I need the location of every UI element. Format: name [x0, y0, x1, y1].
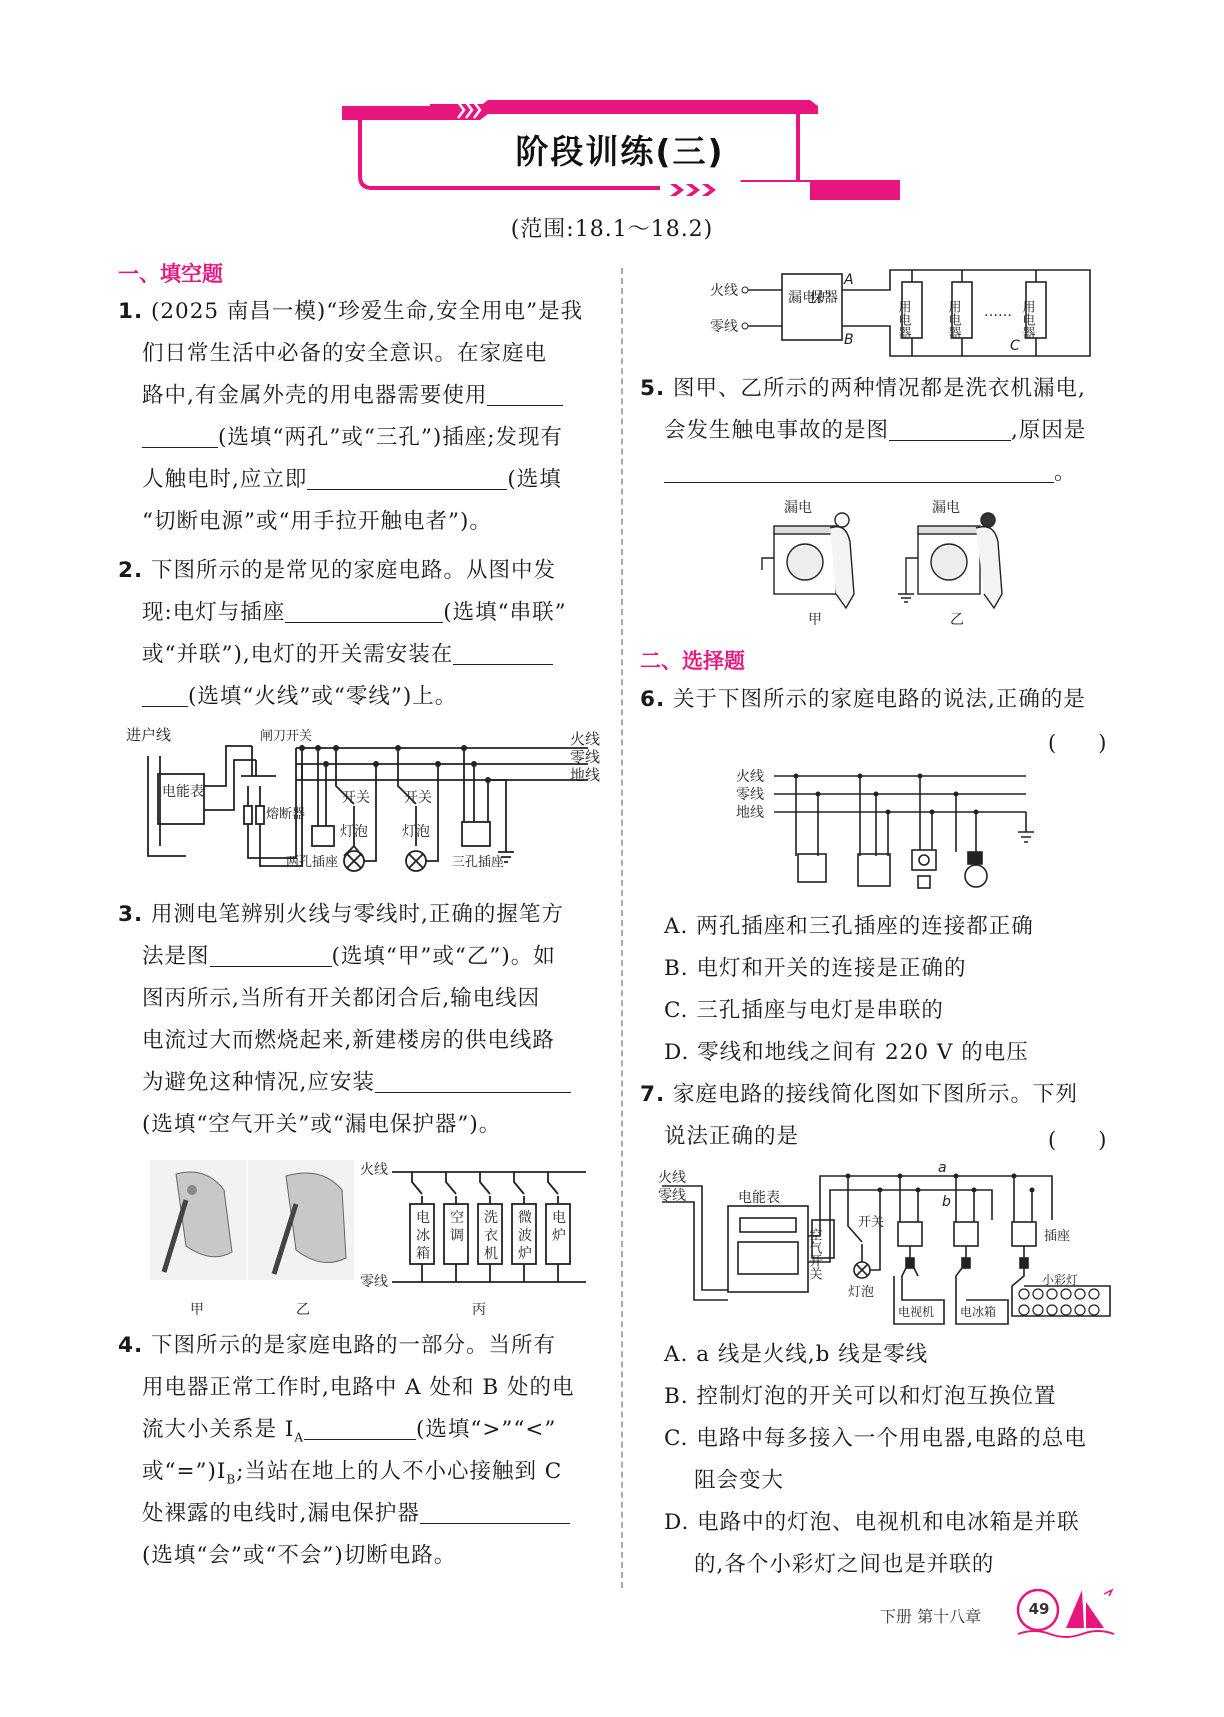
q2-blank-1[interactable] — [285, 598, 443, 623]
q7-fridge-label: 电冰箱 — [960, 1305, 997, 1319]
q7-tv-label: 电视机 — [898, 1305, 935, 1319]
q2-blank-2-cont[interactable] — [142, 682, 188, 707]
q3-appliance-label-2: 空 — [450, 1210, 464, 1226]
q2-switch-2-label: 开关 — [404, 790, 432, 806]
q2-meter-label: 电能表 — [162, 784, 204, 800]
q4-line-3: 流大小关系是 I — [142, 1417, 295, 1442]
q3-appliance-label-1: 冰 — [416, 1228, 430, 1244]
q2-two-hole-label: 两孔插座 — [286, 855, 339, 870]
column-divider — [621, 268, 623, 1588]
q7-wire-a-label: a — [938, 1160, 947, 1176]
q3-live-label: 火线 — [360, 1162, 388, 1178]
q2-line-1: 下图所示的是常见的家庭电路。从图中发 — [150, 558, 556, 583]
q5-line-2b: ,原因是 — [1011, 418, 1087, 443]
q6-option-a[interactable]: A. 两孔插座和三孔插座的连接都正确 — [664, 914, 1034, 939]
page-number: 49 — [1028, 1600, 1050, 1618]
q1-number: 1. — [118, 299, 144, 324]
q5-blank-2[interactable] — [664, 458, 1054, 483]
q6-circuit-diagram — [736, 766, 1046, 896]
q2-circuit-diagram — [126, 726, 616, 886]
q6-stem: 关于下图所示的家庭电路的说法,正确的是 — [672, 687, 1086, 712]
q6-neutral-label: 零线 — [736, 787, 764, 803]
q4-line-6: (选填“会”或“不会”)切断电路。 — [142, 1543, 457, 1568]
q4-appliance-1: 用电器 — [895, 300, 911, 339]
q7-meter-label: 电能表 — [738, 1190, 780, 1206]
q4-line-3b: (选填“>”“<” — [416, 1417, 557, 1442]
q1-blank-1[interactable] — [487, 381, 563, 406]
q3-appliance-label-4: 炉 — [518, 1246, 532, 1262]
q2-switch-1-label: 开关 — [342, 790, 370, 806]
q4-circuit-diagram — [710, 260, 1110, 360]
q7-option-c[interactable]: C. 电路中每多接入一个用电器,电路的总电 — [664, 1426, 1087, 1451]
q2-bulb-1-label: 灯泡 — [340, 824, 368, 840]
q1-blank-1-cont[interactable] — [142, 423, 218, 448]
q3-line-3: 图丙所示,当所有开关都闭合后,输电线因 — [142, 986, 541, 1011]
q1-line-6: “切断电源”或“用手拉开触电者”)。 — [142, 509, 492, 534]
q7-number: 7. — [640, 1082, 666, 1107]
q3-neutral-label: 零线 — [360, 1274, 388, 1290]
q2-neutral-label: 零线 — [570, 748, 601, 766]
q1-line-3: 路中,有金属外壳的用电器需要使用 — [142, 383, 488, 408]
q5-line-3: 。 — [1054, 460, 1077, 485]
q3-appliance-label-1: 箱 — [416, 1246, 430, 1262]
q6-answer-paren[interactable]: ( ) — [1048, 731, 1107, 755]
footer-chapter: 下册 第十八章 — [880, 1607, 982, 1626]
q3-appliance-label-5: 电 — [552, 1210, 566, 1226]
q4-dots: …… — [984, 304, 1012, 320]
q7-air-switch-label: 空气开关 — [806, 1228, 822, 1280]
q7-option-d[interactable]: D. 电路中的灯泡、电视机和电冰箱是并联 — [664, 1510, 1080, 1535]
q3-appliance-label-4: 波 — [518, 1228, 532, 1244]
q4-live-label: 火线 — [710, 283, 738, 299]
q7-socket-label: 插座 — [1044, 1229, 1071, 1244]
q3-appliance-label-4: 微 — [518, 1210, 532, 1226]
q6-number: 6. — [640, 687, 666, 712]
q1-line-1: (2025 南昌一模)“珍爱生命,安全用电”是我 — [150, 299, 584, 324]
q3-appliance-label-3: 洗 — [484, 1210, 498, 1226]
q7-option-d-cont: 的,各个小彩灯之间也是并联的 — [694, 1552, 995, 1577]
q2-entry-line-label: 进户线 — [126, 726, 172, 744]
q6-ground-label: 地线 — [736, 805, 764, 821]
q1-line-2: 们日常生活中必备的安全意识。在家庭电 — [142, 341, 548, 366]
q1-line-5b: (选填 — [507, 467, 562, 492]
q4-point-b: B — [844, 332, 854, 348]
q3-number: 3. — [118, 902, 144, 927]
q5-fig-b-label: 乙 — [950, 612, 964, 628]
q4-appliance-2: 用电器 — [945, 300, 961, 339]
q5-fig-a-label: 甲 — [808, 612, 822, 628]
q7-option-b[interactable]: B. 控制灯泡的开关可以和灯泡互换位置 — [664, 1384, 1057, 1409]
q6-option-d[interactable]: D. 零线和地线之间有 220 V 的电压 — [664, 1040, 1029, 1065]
q1-blank-2[interactable] — [307, 465, 507, 490]
q7-option-c-cont: 阻会变大 — [694, 1468, 785, 1493]
q3-fig-a-label: 甲 — [190, 1302, 204, 1318]
q4-protector-label: 漏 电保护器 — [788, 290, 838, 306]
q3-appliance-label-3: 机 — [484, 1246, 498, 1262]
q3-line-2b: (选填“甲”或“乙”)。如 — [331, 944, 556, 969]
q4-line-5: 处裸露的电线时,漏电保护器 — [142, 1501, 420, 1526]
q7-neutral-label: 零线 — [658, 1188, 686, 1204]
page-subtitle: (范围:18.1～18.2) — [510, 217, 714, 242]
q5-leak-a-label: 漏电 — [784, 500, 812, 516]
q3-fig-c-label: 丙 — [472, 1302, 486, 1318]
q4-sub-a: A — [294, 1430, 304, 1445]
q7-circuit-diagram — [658, 1160, 1132, 1336]
q7-lights-label: 小彩灯 — [1042, 1273, 1079, 1287]
q6-live-label: 火线 — [736, 769, 764, 785]
q3-appliance-label-3: 衣 — [484, 1228, 498, 1244]
q4-line-4b: ;当站在地上的人不小心接触到 C — [236, 1459, 563, 1484]
q3-fig-b-label: 乙 — [296, 1302, 310, 1318]
q5-figure — [750, 498, 1030, 628]
q7-stem-1: 家庭电路的接线简化图如下图所示。下列 — [672, 1082, 1078, 1107]
q4-number: 4. — [118, 1333, 144, 1358]
q2-ground-label: 地线 — [570, 766, 601, 784]
q3-line-1: 用测电笔辨别火线与零线时,正确的握笔方 — [150, 902, 564, 927]
q4-sub-b: B — [226, 1472, 237, 1487]
q4-neutral-label: 零线 — [710, 319, 738, 335]
q4-line-2: 用电器正常工作时,电路中 A 处和 B 处的电 — [142, 1375, 575, 1400]
q3-blank-2[interactable] — [375, 1068, 571, 1093]
q3-figures — [146, 1160, 616, 1320]
q2-knife-switch-label: 闸刀开关 — [260, 729, 313, 744]
section-fill-blank: 一、填空题 — [118, 262, 223, 286]
q3-blank-1[interactable] — [210, 942, 332, 967]
q5-leak-b-label: 漏电 — [932, 500, 960, 516]
q3-line-2: 法是图 — [142, 944, 210, 969]
section-choice: 二、选择题 — [640, 649, 745, 673]
q3-appliance-label-1: 电 — [416, 1210, 430, 1226]
q3-line-6: (选填“空气开关”或“漏电保护器”)。 — [142, 1112, 502, 1137]
tester-grip-a — [150, 1160, 246, 1280]
q2-line-3: 或“并联”),电灯的开关需安装在 — [142, 642, 454, 667]
q4-point-c: C — [1010, 338, 1020, 354]
q2-blank-2[interactable] — [453, 640, 553, 665]
q4-blank-2[interactable] — [420, 1499, 570, 1524]
q1-line-5: 人触电时,应立即 — [142, 467, 308, 492]
q3-line-5: 为避免这种情况,应安装 — [142, 1070, 375, 1095]
q6-option-c[interactable]: C. 三孔插座与电灯是串联的 — [664, 998, 944, 1023]
q7-switch-label: 开关 — [858, 1215, 885, 1230]
q2-line-4: (选填“火线”或“零线”)上。 — [188, 684, 458, 709]
q4-line-4: 或“=”)I — [142, 1459, 227, 1484]
q4-blank-1[interactable] — [304, 1415, 416, 1440]
q2-three-hole-label: 三孔插座 — [452, 855, 505, 870]
q6-option-b[interactable]: B. 电灯和开关的连接是正确的 — [664, 956, 967, 981]
q2-fuse-label: 熔断器 — [266, 807, 306, 822]
q7-bulb-label: 灯泡 — [848, 1285, 875, 1300]
q5-line-2: 会发生触电事故的是图 — [664, 418, 890, 443]
q7-string-lights — [1019, 1289, 1099, 1315]
q2-line-2b: (选填“串联” — [443, 600, 567, 625]
tester-grip-b — [248, 1160, 354, 1280]
q4-line-1: 下图所示的是家庭电路的一部分。当所有 — [150, 1333, 556, 1358]
q5-line-1: 图甲、乙所示的两种情况都是洗衣机漏电, — [672, 376, 1086, 401]
q3-appliance-label-5: 炉 — [552, 1228, 566, 1244]
q7-live-label: 火线 — [658, 1170, 686, 1186]
q4-appliance-3: 用电器 — [1019, 300, 1035, 339]
q7-answer-paren[interactable]: ( ) — [1048, 1128, 1107, 1152]
q4-point-a: A — [844, 272, 854, 288]
q5-blank-1[interactable] — [889, 416, 1011, 441]
q3-appliance-label-2: 调 — [450, 1228, 464, 1244]
q2-live-label: 火线 — [570, 730, 601, 748]
q7-wire-b-label: b — [942, 1194, 951, 1210]
q2-number: 2. — [118, 558, 144, 583]
q3-line-4: 电流过大而燃烧起来,新建楼房的供电线路 — [142, 1028, 555, 1053]
q2-bulb-2-label: 灯泡 — [402, 824, 430, 840]
q2-line-2: 现:电灯与插座 — [142, 600, 286, 625]
q5-number: 5. — [640, 376, 666, 401]
q7-option-a[interactable]: A. a 线是火线,b 线是零线 — [664, 1342, 929, 1367]
q1-line-4: (选填“两孔”或“三孔”)插座;发现有 — [218, 425, 563, 450]
q7-stem-2: 说法正确的是 — [664, 1124, 800, 1149]
page-title: 阶段训练(三) — [515, 132, 725, 171]
